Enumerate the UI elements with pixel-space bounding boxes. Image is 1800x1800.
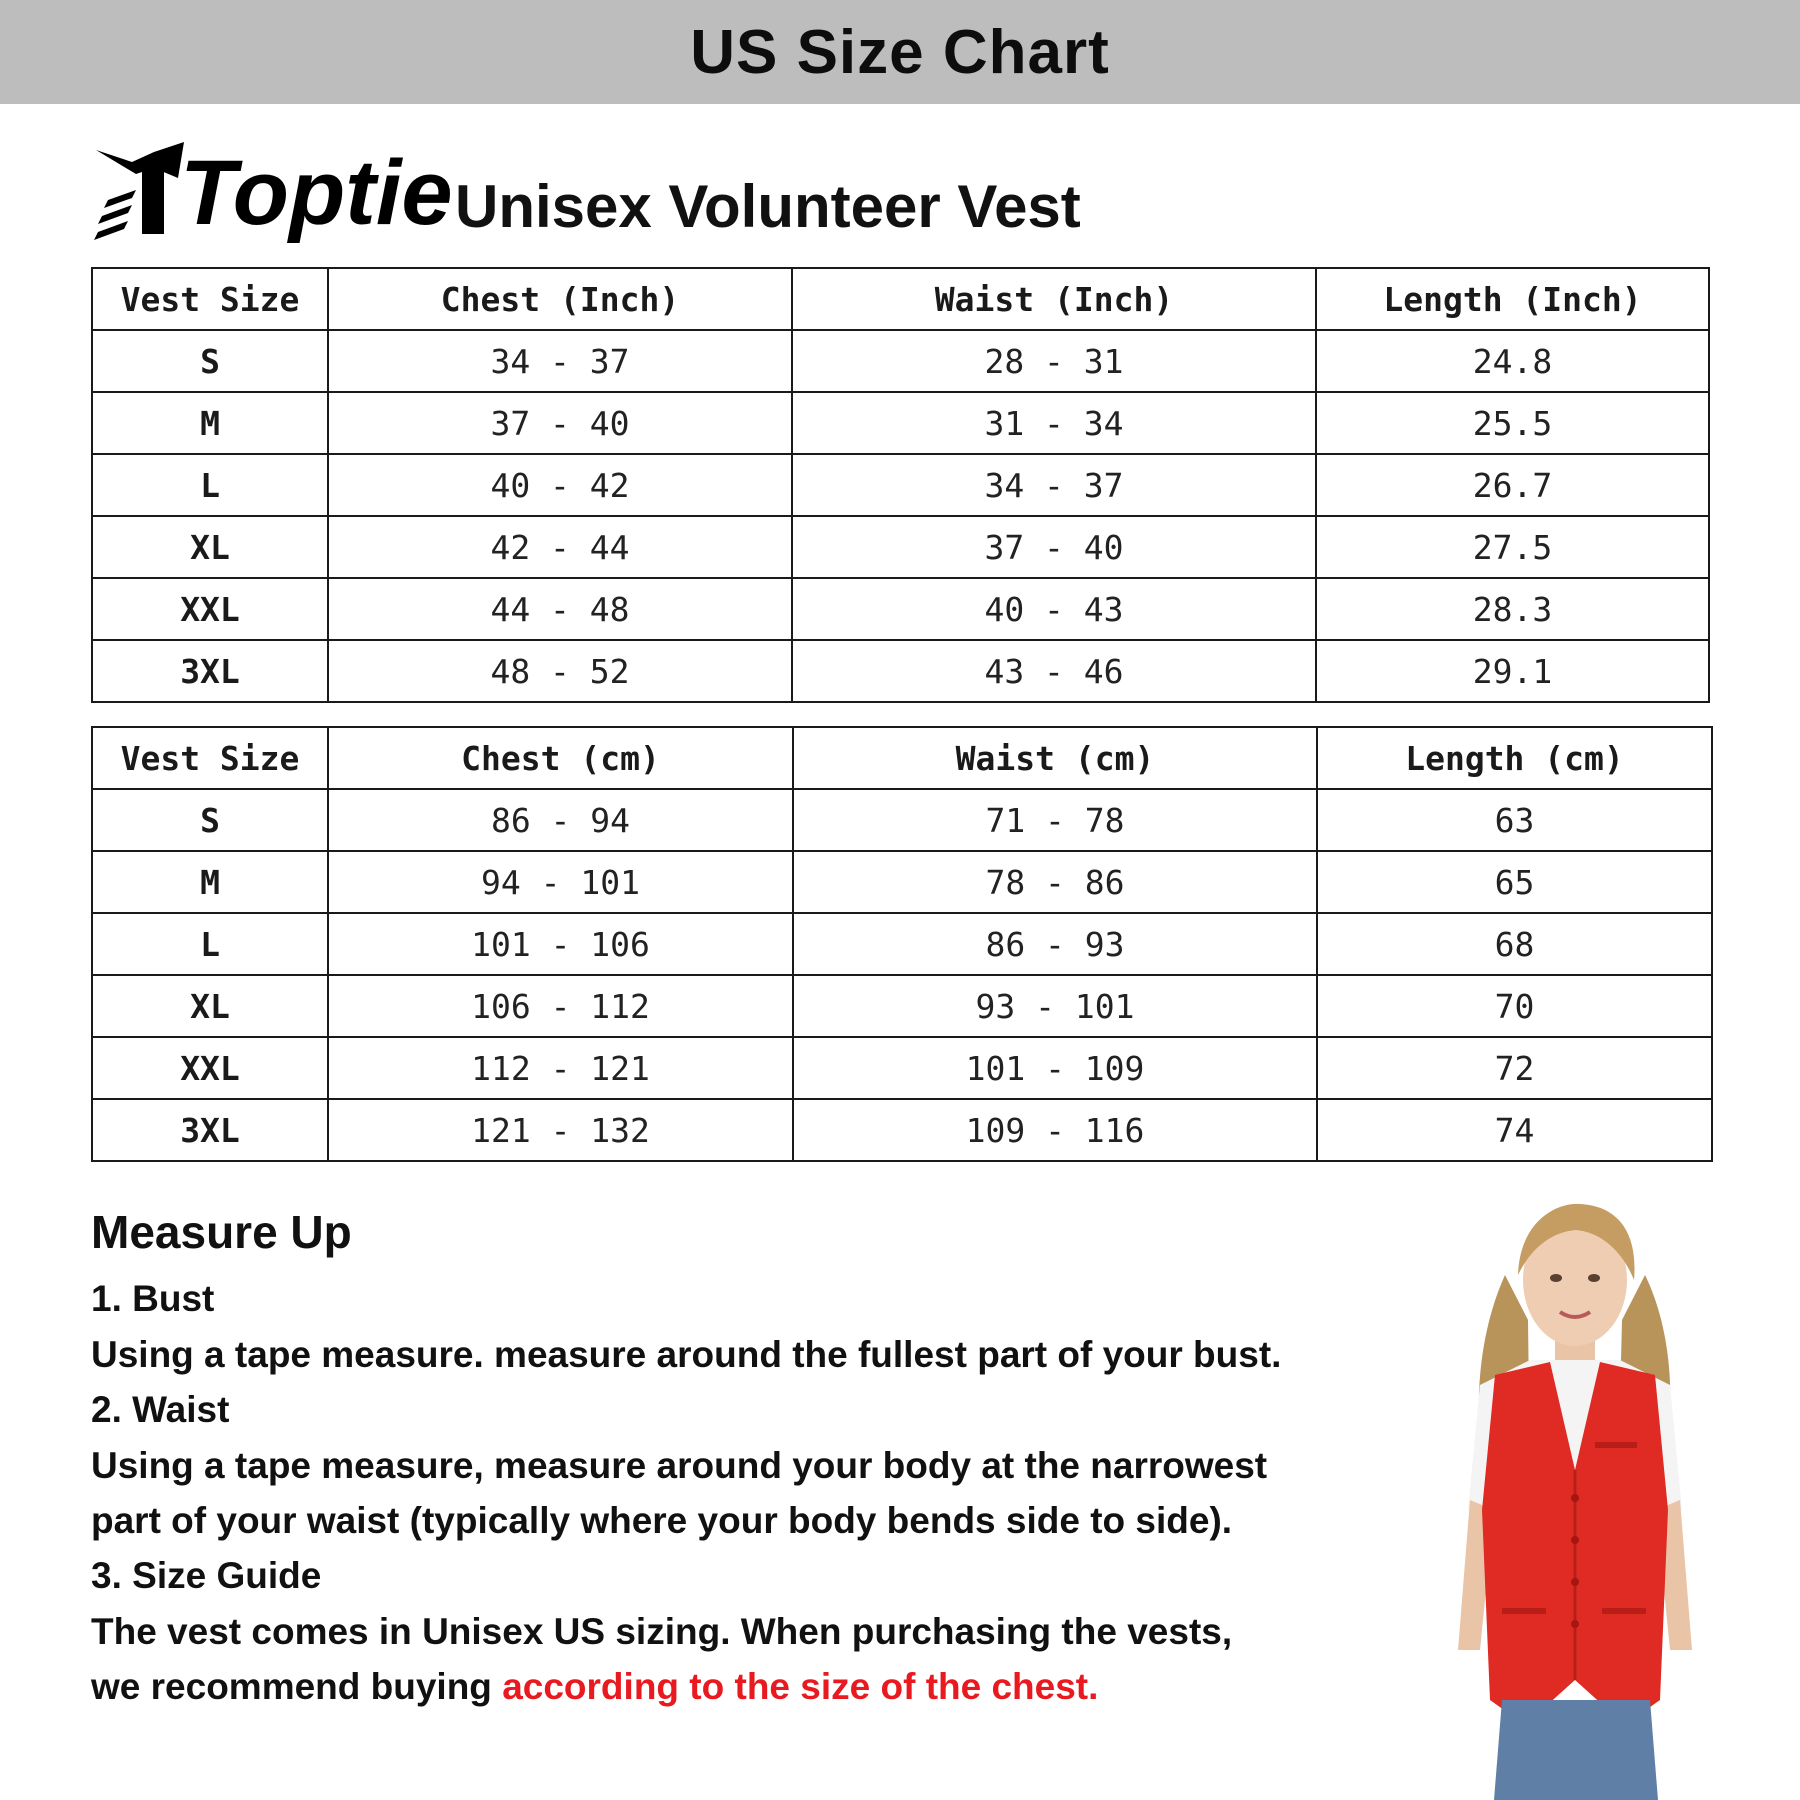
length-cell: 27.5: [1316, 516, 1709, 578]
size-cell: 3XL: [92, 1099, 328, 1161]
waist-cell: 109 - 116: [793, 1099, 1317, 1161]
waist-cell: 101 - 109: [793, 1037, 1317, 1099]
header-cell: Length (Inch): [1316, 268, 1709, 330]
header-cell: Vest Size: [92, 268, 328, 330]
size-cell: S: [92, 789, 328, 851]
table-row: [92, 640, 1709, 702]
header-cell: Length (cm): [1317, 727, 1712, 789]
size-cell: XXL: [92, 578, 328, 640]
table-row: [92, 578, 1709, 640]
chest-cell: 44 - 48: [328, 578, 792, 640]
waist-cell: 43 - 46: [792, 640, 1316, 702]
length-cell: 74: [1317, 1099, 1712, 1161]
table-row: [92, 1037, 1712, 1099]
header-cell: Chest (cm): [328, 727, 793, 789]
length-cell: 72: [1317, 1037, 1712, 1099]
waist-cell: 93 - 101: [793, 975, 1317, 1037]
header-cell: Waist (Inch): [792, 268, 1316, 330]
chest-cell: 121 - 132: [328, 1099, 793, 1161]
length-cell: 24.8: [1316, 330, 1709, 392]
page-title: US Size Chart: [690, 17, 1110, 87]
measure-guide: [91, 1205, 1421, 1714]
size-guide-text-line-2: [91, 1659, 1421, 1714]
size-guide-highlight: according to the size of the chest.: [502, 1666, 1099, 1707]
waist-text-line-2: part of your waist (typically where your body bends side to side).: [91, 1500, 1233, 1541]
chest-cell: 48 - 52: [328, 640, 792, 702]
chest-cell: 86 - 94: [328, 789, 793, 851]
size-table-cm: [91, 726, 1713, 1162]
table-row: [92, 975, 1712, 1037]
size-cell: 3XL: [92, 640, 328, 702]
length-cell: 68: [1317, 913, 1712, 975]
table-row: [92, 454, 1709, 516]
chest-cell: 37 - 40: [328, 392, 792, 454]
brand-name: Toptie: [180, 142, 453, 244]
table-row: [92, 330, 1709, 392]
model-vest-photo: [1410, 1180, 1740, 1800]
bust-text: Using a tape measure. measure around the fullest part of your bust.: [91, 1334, 1282, 1375]
length-cell: 65: [1317, 851, 1712, 913]
length-cell: 29.1: [1316, 640, 1709, 702]
length-cell: 28.3: [1316, 578, 1709, 640]
table-row: [92, 392, 1709, 454]
table-row: [92, 789, 1712, 851]
chest-cell: 94 - 101: [328, 851, 793, 913]
size-cell: XL: [92, 516, 328, 578]
length-cell: 63: [1317, 789, 1712, 851]
header-cell: Chest (Inch): [328, 268, 792, 330]
waist-cell: 28 - 31: [792, 330, 1316, 392]
chest-cell: 112 - 121: [328, 1037, 793, 1099]
size-cell: XXL: [92, 1037, 328, 1099]
header-banner: [0, 0, 1800, 104]
size-guide-text-line-1: The vest comes in Unisex US sizing. When purchasing the vests,: [91, 1611, 1233, 1652]
table-row: [92, 851, 1712, 913]
size-cell: M: [92, 851, 328, 913]
table-row: [92, 1099, 1712, 1161]
bowtie-icon: [94, 142, 184, 240]
waist-title: 2. Waist: [91, 1389, 230, 1430]
table-row: [92, 516, 1709, 578]
chest-cell: 40 - 42: [328, 454, 792, 516]
waist-cell: 37 - 40: [792, 516, 1316, 578]
table-header-row: [92, 727, 1712, 789]
brand-logo: [92, 138, 453, 250]
size-guide-prefix: we recommend buying: [91, 1666, 503, 1707]
chest-cell: 42 - 44: [328, 516, 792, 578]
waist-cell: 31 - 34: [792, 392, 1316, 454]
chest-cell: 34 - 37: [328, 330, 792, 392]
size-cell: L: [92, 913, 328, 975]
waist-cell: 40 - 43: [792, 578, 1316, 640]
length-cell: 25.5: [1316, 392, 1709, 454]
chest-cell: 106 - 112: [328, 975, 793, 1037]
length-cell: 70: [1317, 975, 1712, 1037]
header-cell: Vest Size: [92, 727, 328, 789]
header-cell: Waist (cm): [793, 727, 1317, 789]
size-cell: XL: [92, 975, 328, 1037]
table-header-row: [92, 268, 1709, 330]
bust-title: 1. Bust: [91, 1278, 215, 1319]
waist-cell: 71 - 78: [793, 789, 1317, 851]
table-row: [92, 913, 1712, 975]
length-cell: 26.7: [1316, 454, 1709, 516]
size-guide-title: 3. Size Guide: [91, 1555, 322, 1596]
waist-cell: 34 - 37: [792, 454, 1316, 516]
size-table-inch: [91, 267, 1710, 703]
product-title: Unisex Volunteer Vest: [455, 173, 1081, 240]
waist-text-line-1: Using a tape measure, measure around your body at the narrowest: [91, 1445, 1268, 1486]
waist-cell: 86 - 93: [793, 913, 1317, 975]
chest-cell: 101 - 106: [328, 913, 793, 975]
waist-cell: 78 - 86: [793, 851, 1317, 913]
size-cell: L: [92, 454, 328, 516]
size-cell: S: [92, 330, 328, 392]
measure-heading: Measure Up: [91, 1206, 352, 1258]
size-cell: M: [92, 392, 328, 454]
